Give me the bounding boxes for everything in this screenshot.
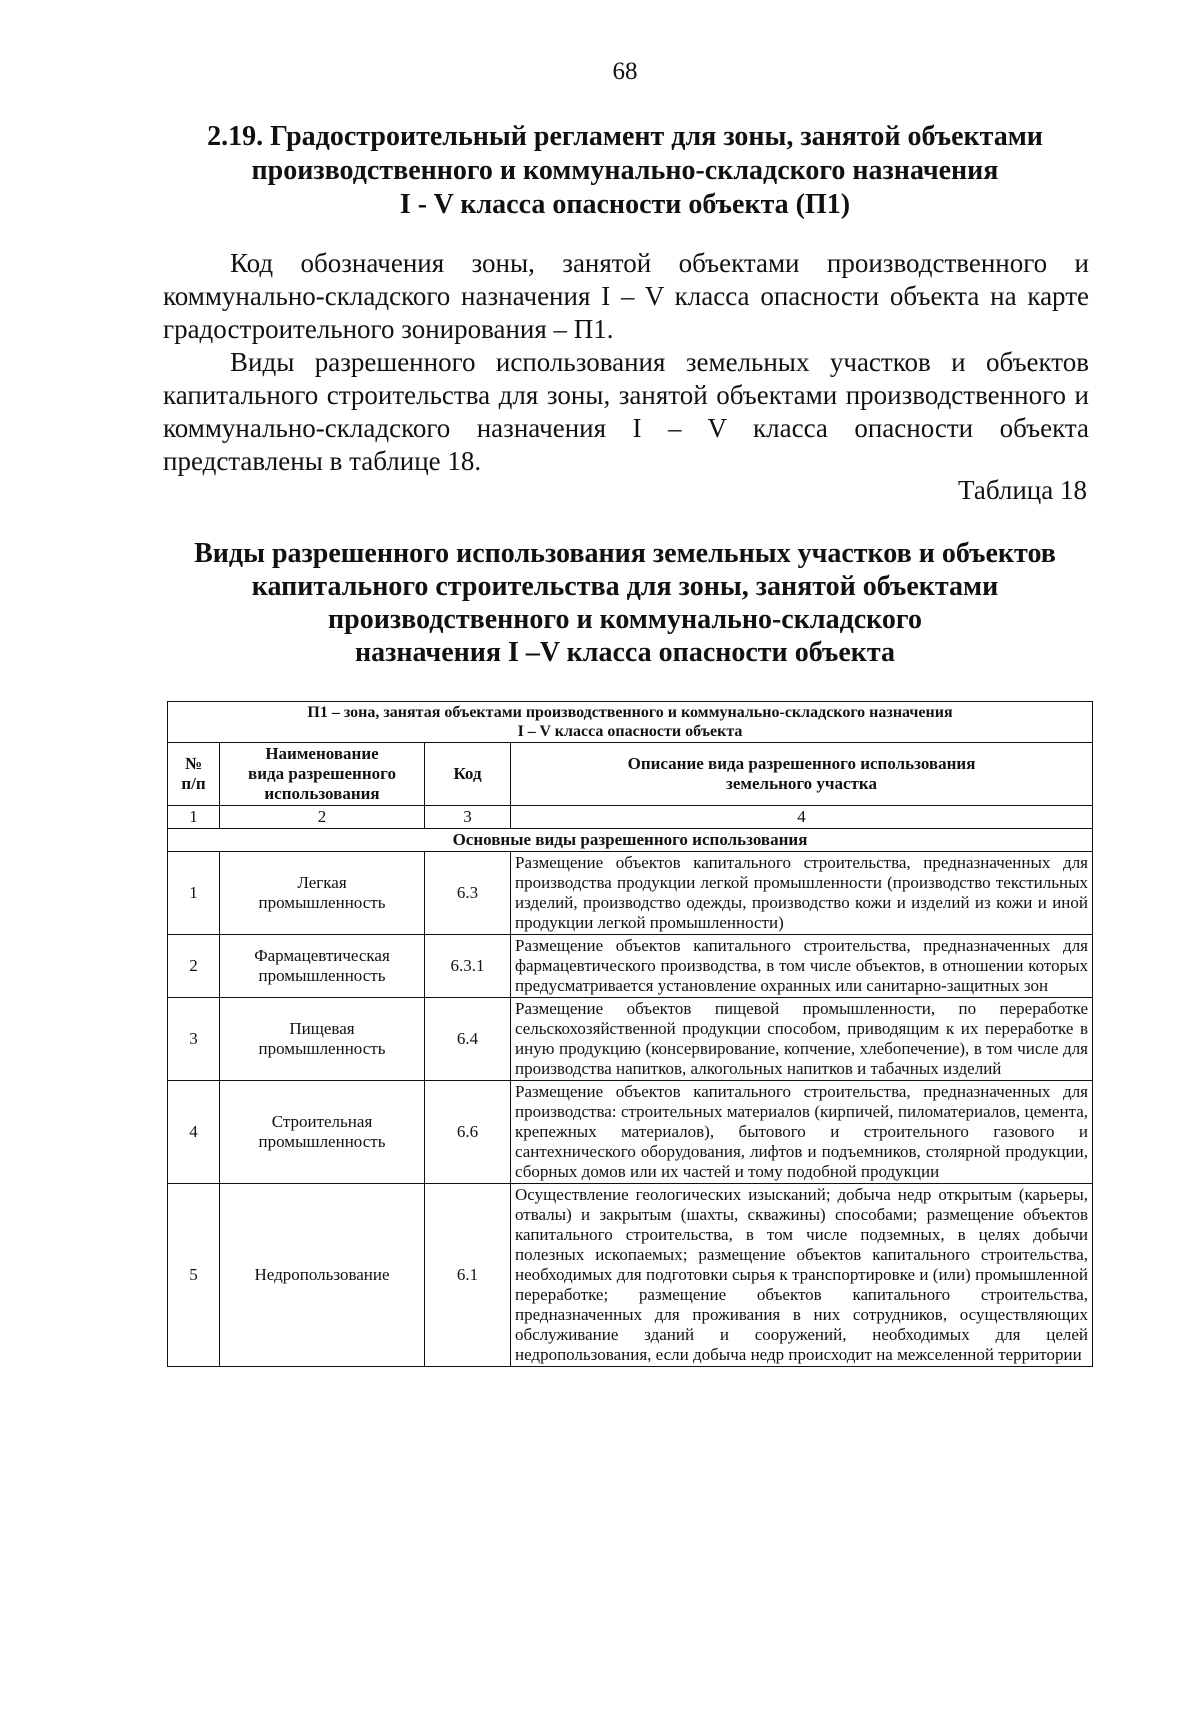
- zone-header-line: I – V класса опасности объекта: [517, 723, 743, 740]
- table-row: [168, 852, 1093, 935]
- table-row: [168, 935, 1093, 998]
- row-num: 4: [168, 1081, 220, 1184]
- row-name: [220, 1184, 425, 1367]
- permitted-uses-table: [167, 701, 1093, 1367]
- table-row: [168, 1081, 1093, 1184]
- row-name-line: промышленность: [258, 1132, 386, 1151]
- row-code: 6.4: [425, 998, 511, 1081]
- row-description: Размещение объектов капитального строительства, предназначенных для производства: строительных материалов (кирпичей, пиломатериалов, цемента, крепежных материалов), бытового и строительного газового и сантехнического оборудования, лифтов и подъемников, столярной продукции, сборных домов или их частей и тому подобной продукции: [511, 1081, 1093, 1184]
- row-name: [220, 998, 425, 1081]
- row-code: 6.3: [425, 852, 511, 935]
- group-row: [168, 829, 1093, 852]
- header-code: Код: [425, 743, 511, 806]
- zone-code-paragraph: Код обозначения зоны, занятой объектами производственного и коммунально-складского назначения I – V класса опасности объекта на карте градостроительного зонирования – П1.: [163, 248, 1089, 344]
- table-title-line: капитального строительства для зоны, занятой объектами: [251, 571, 999, 602]
- table-title-line: производственного и коммунально-складского: [328, 604, 922, 635]
- table-title-line: Виды разрешенного использования земельных участков и объектов: [194, 538, 1056, 569]
- group-label: Основные виды разрешенного использования: [168, 829, 1093, 852]
- column-number: 4: [511, 806, 1093, 829]
- header-num: [168, 743, 220, 806]
- row-description: Размещение объектов капитального строительства, предназначенных для производства продукции легкой промышленности (производство текстильных изделий, производство одежды, производство кожи и изделий из кожи и иной продукции легкой промышленности): [511, 852, 1093, 935]
- header-name-line: вида разрешенного: [248, 764, 396, 783]
- zone-header-cell: [168, 702, 1093, 743]
- row-name-line: Недропользование: [254, 1265, 390, 1284]
- row-num: 2: [168, 935, 220, 998]
- header-description: [511, 743, 1093, 806]
- column-number: 1: [168, 806, 220, 829]
- row-description: Размещение объектов пищевой промышленности, по переработке сельскохозяйственной продукции способом, приводящим к их переработке в иную продукцию (консервирование, копчение, хлебопечение), в том числе для производства напитков, алкогольных напитков и табачных изделий: [511, 998, 1093, 1081]
- column-number: 2: [220, 806, 425, 829]
- row-name-line: промышленность: [258, 1039, 386, 1058]
- table-row: [168, 998, 1093, 1081]
- table-title: [150, 537, 1100, 669]
- row-code: 6.1: [425, 1184, 511, 1367]
- row-name-line: Фармацевтическая: [254, 946, 390, 965]
- table-row: [168, 1184, 1093, 1367]
- row-name-line: Пищевая: [289, 1019, 355, 1038]
- header-name-line: использования: [264, 784, 380, 803]
- header-num-line: п/п: [181, 774, 206, 793]
- row-code: 6.3.1: [425, 935, 511, 998]
- table-title-line: назначения I –V класса опасности объекта: [355, 637, 895, 668]
- row-name: [220, 1081, 425, 1184]
- header-name: [220, 743, 425, 806]
- page-number: 68: [612, 58, 638, 85]
- header-description-line: земельного участка: [726, 774, 877, 793]
- permitted-uses-paragraph: Виды разрешенного использования земельных участков и объектов капитального строительства для зоны, занятой объектами производственного и коммунально-складского назначения I – V класса опасности объекта представлены в таблице 18.: [163, 347, 1089, 476]
- column-number: 3: [425, 806, 511, 829]
- row-num: 3: [168, 998, 220, 1081]
- section-title-line: производственного и коммунально-складского назначения: [251, 155, 999, 186]
- row-name-line: промышленность: [258, 893, 386, 912]
- column-header-row: [168, 743, 1093, 806]
- section-title-line: I - V класса опасности объекта (П1): [399, 189, 851, 220]
- row-description: Размещение объектов капитального строительства, предназначенных для фармацевтического производства, в том числе объектов, в отношении которых предусматривается установление охранных или санитарно-защитных зон: [511, 935, 1093, 998]
- section-title-line: 2.19. Градостроительный регламент для зоны, занятой объектами: [207, 121, 1043, 152]
- row-num: 5: [168, 1184, 220, 1367]
- row-name: [220, 935, 425, 998]
- header-description-line: Описание вида разрешенного использования: [627, 754, 976, 773]
- row-name-line: Строительная: [271, 1112, 373, 1131]
- column-number-row: [168, 806, 1093, 829]
- row-description: Осуществление геологических изысканий; добыча недр открытым (карьеры, отвалы) и закрытым (шахты, скважины) способами; размещение объектов капитального строительства, в том числе подземных, в целях добычи полезных ископаемых; размещение объектов капитального строительства, необходимых для подготовки сырья к транспортировке и (или) промышленной переработке; размещение объектов капитального строительства, предназначенных для проживания в них сотрудников, осуществляющих обслуживание зданий и сооружений, необходимых для целей недропользования, если добыча недр происходит на межселенной территории: [511, 1184, 1093, 1367]
- row-num: 1: [168, 852, 220, 935]
- zone-header-row: [168, 702, 1093, 743]
- header-name-line: Наименование: [265, 744, 379, 763]
- row-name: [220, 852, 425, 935]
- row-name-line: Легкая: [297, 873, 347, 892]
- row-code: 6.6: [425, 1081, 511, 1184]
- row-name-line: промышленность: [258, 966, 386, 985]
- section-title: [165, 120, 1085, 222]
- table-caption: Таблица 18: [958, 475, 1087, 505]
- header-num-line: №: [184, 754, 203, 773]
- zone-header-line: П1 – зона, занятая объектами производственного и коммунально-складского назначения: [307, 704, 953, 721]
